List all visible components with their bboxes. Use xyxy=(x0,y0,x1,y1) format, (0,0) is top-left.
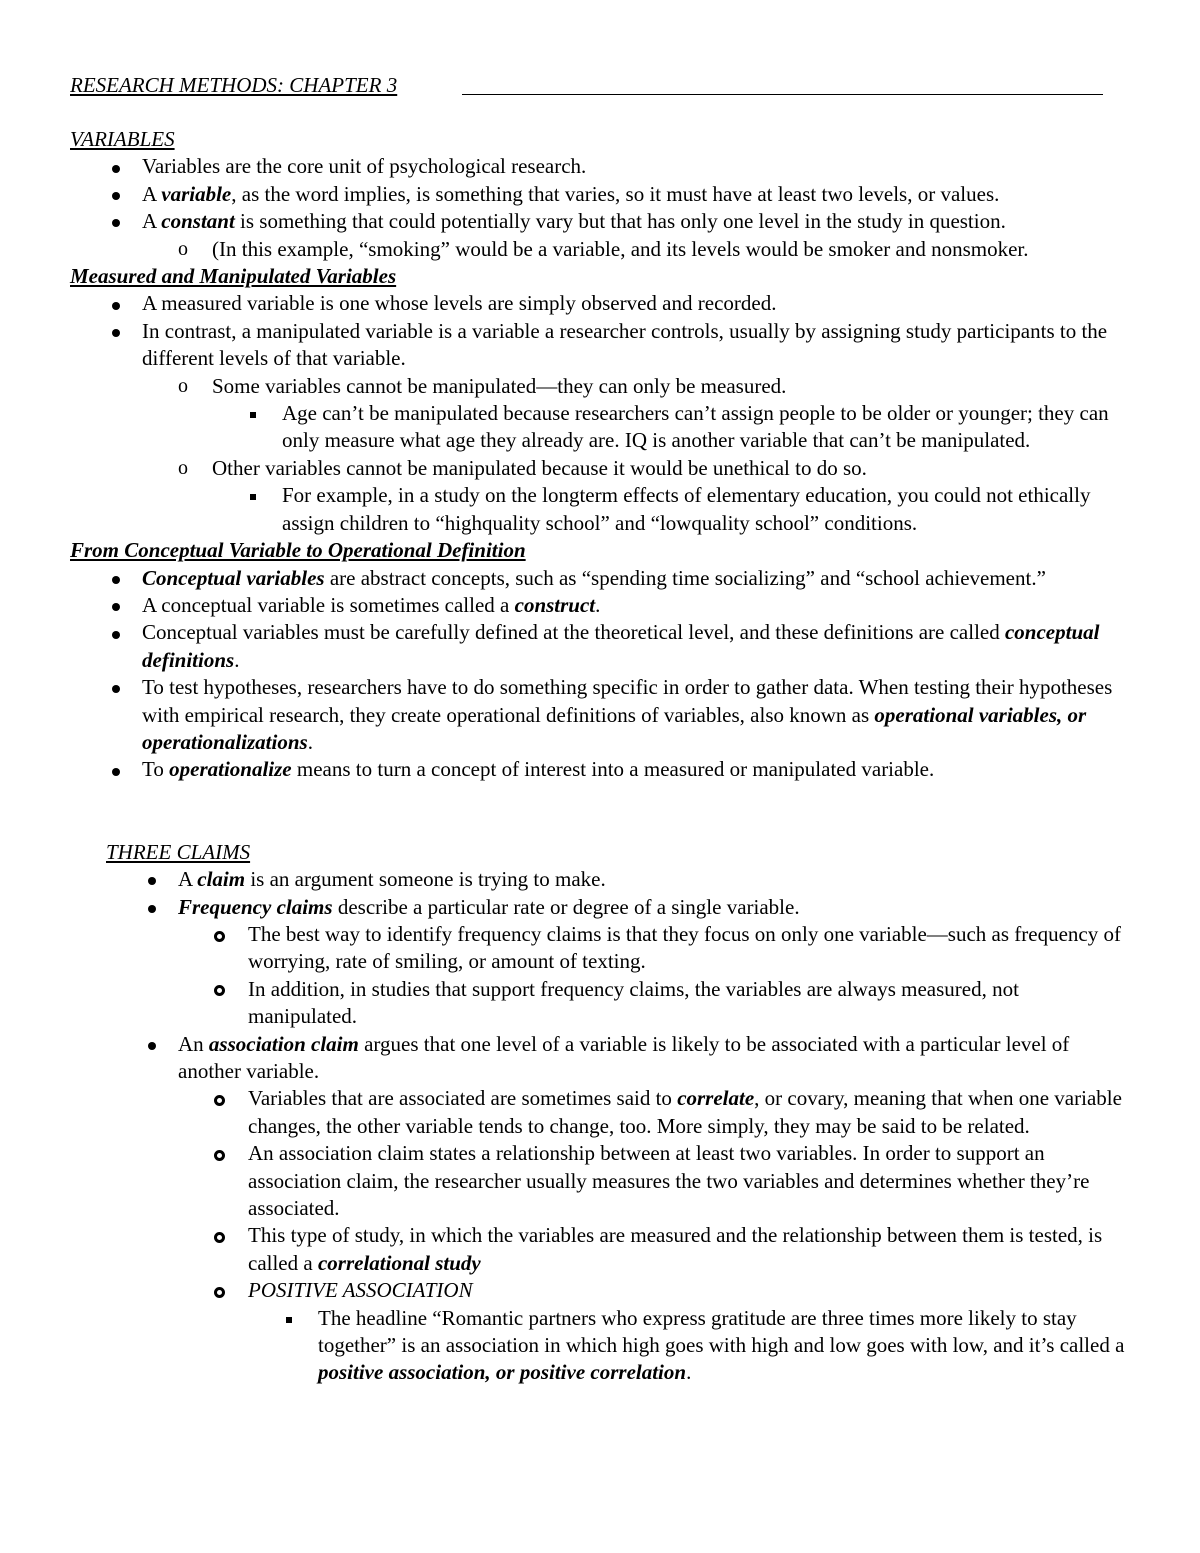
bullet-icon xyxy=(112,318,120,345)
key-term: variable xyxy=(161,181,232,206)
list-item-text: . xyxy=(595,592,601,617)
list-item xyxy=(106,1222,1130,1277)
section-heading-variables: VARIABLES xyxy=(70,127,175,151)
list-item-text: , as the word implies, is something that varies, so it must have at least two levels, or values. xyxy=(231,181,1000,206)
list-item xyxy=(70,318,1130,373)
measured-list xyxy=(70,290,1130,372)
list-item xyxy=(70,455,1130,482)
list-item-text: Some variables cannot be manipulated—they can only be measured. xyxy=(212,373,787,398)
measured-sublist xyxy=(70,455,1130,482)
list-item-text: . xyxy=(234,647,240,672)
list-item-text: The headline “Romantic partners who express gratitude are three times more likely to stay together” is an association in which high goes with high and low goes with low, and it’s called a xyxy=(318,1305,1125,1358)
claims-sublist xyxy=(106,921,1130,1031)
variables-sublist xyxy=(70,236,1130,263)
section-heading-conceptual-operational: From Conceptual Variable to Operational Definition xyxy=(70,538,526,563)
hollow-bullet-icon: o xyxy=(178,237,188,260)
key-term: operational variables, or operationalizations xyxy=(142,702,1087,754)
list-item-text: argues that one level of a variable is likely to be associated with a particular level of another variable. xyxy=(178,1031,1070,1083)
claims-list xyxy=(106,1031,1130,1086)
bullet-icon xyxy=(112,674,120,701)
hollow-bullet-icon xyxy=(214,1140,225,1167)
key-term: conceptual definitions xyxy=(142,620,1100,672)
list-item-text: An xyxy=(178,1031,209,1056)
key-term: Conceptual variables xyxy=(142,565,325,590)
list-item-text: are abstract concepts, such as “spending time socializing” and “school achievement.” xyxy=(324,565,1046,590)
list-item-text: A xyxy=(142,181,162,206)
hollow-bullet-icon xyxy=(214,921,225,948)
list-item-text: . xyxy=(307,729,313,754)
list-item-text: To test hypotheses, researchers have to do something specific in order to gather data. When testing their hypotheses with empirical research, they create operational definitions of variables, also known as xyxy=(142,675,1113,727)
claims-list xyxy=(106,866,1130,921)
section-spacer xyxy=(70,784,1130,839)
list-item xyxy=(106,1140,1130,1222)
list-item xyxy=(70,400,1130,455)
list-item xyxy=(70,674,1130,756)
list-item-text: Conceptual variables must be carefully defined at the theoretical level, and these definitions are called xyxy=(142,620,1005,645)
list-item-text: For example, in a study on the longterm effects of elementary education, you could not ethically assign children to “highquality school” and “lowquality school” conditions. xyxy=(282,483,1091,535)
bullet-icon xyxy=(112,208,120,235)
claims-subsublist xyxy=(106,1305,1130,1387)
list-item xyxy=(106,1305,1130,1387)
hollow-bullet-icon xyxy=(214,1277,225,1304)
list-item xyxy=(106,1277,1130,1304)
key-term: correlational study xyxy=(317,1250,481,1275)
list-item-text: The best way to identify frequency claims is that they focus on only one variable—such as frequency of worrying, rate of smiling, or amount of texting. xyxy=(248,921,1121,974)
list-item xyxy=(70,181,1130,208)
bullet-icon xyxy=(112,619,120,646)
list-item xyxy=(70,592,1130,619)
list-item-text: Variables that are associated are sometimes said to xyxy=(248,1086,678,1111)
list-item xyxy=(70,373,1130,400)
key-term: correlate xyxy=(677,1086,755,1111)
list-item xyxy=(70,290,1130,317)
key-term: Frequency claims xyxy=(178,894,333,919)
list-item xyxy=(106,866,1130,893)
list-item-text: is an argument someone is trying to make. xyxy=(245,867,606,892)
list-item xyxy=(106,976,1130,1031)
key-term: constant xyxy=(161,209,235,234)
hollow-bullet-icon: o xyxy=(178,456,188,479)
section-heading-three-claims: THREE CLAIMS xyxy=(106,839,251,864)
list-item xyxy=(106,1085,1130,1140)
key-term: construct xyxy=(514,592,596,617)
list-item-text: , or covary, meaning that when one variable changes, the other variable tends to change, too. More simply, they may be said to be related. xyxy=(248,1086,1122,1138)
list-item xyxy=(70,756,1130,783)
list-item-text: is something that could potentially vary but that has only one level in the study in question. xyxy=(234,209,1006,234)
list-item-text: means to turn a concept of interest into a measured or manipulated variable. xyxy=(291,757,935,782)
measured-subsublist xyxy=(70,400,1130,455)
bullet-icon xyxy=(112,181,120,208)
list-item-text: A conceptual variable is sometimes called a xyxy=(142,592,515,617)
list-item-text: In contrast, a manipulated variable is a variable a researcher controls, usually by assigning study participants to the different levels of that variable. xyxy=(142,318,1108,371)
hollow-bullet-icon: o xyxy=(178,374,188,397)
square-bullet-icon xyxy=(286,1305,292,1332)
list-item xyxy=(70,153,1130,180)
conceptual-list xyxy=(70,565,1130,784)
list-item xyxy=(70,482,1130,537)
list-item-text: A xyxy=(142,209,162,234)
variables-list xyxy=(70,153,1130,235)
title-underline-rule xyxy=(462,94,1103,95)
bullet-icon xyxy=(112,153,120,180)
hollow-bullet-icon xyxy=(214,1222,225,1249)
hollow-bullet-icon xyxy=(214,1085,225,1112)
hollow-bullet-icon xyxy=(214,976,225,1003)
list-item-text: A measured variable is one whose levels are simply observed and recorded. xyxy=(142,291,777,316)
measured-sublist xyxy=(70,373,1130,400)
list-item-text: Age can’t be manipulated because researchers can’t assign people to be older or younger; they can only measure what age they already are. IQ is another variable that can’t be manipulated. xyxy=(282,401,1109,453)
list-item-text: An association claim states a relationship between at least two variables. In order to support an association claim, the researcher usually measures the two variables and determines whether they’re associated. xyxy=(248,1141,1090,1221)
list-item-text: Other variables cannot be manipulated because it would be unethical to do so. xyxy=(212,455,867,480)
list-item-text: A xyxy=(178,867,198,892)
list-item-text: In addition, in studies that support frequency claims, the variables are always measured, not manipulated. xyxy=(248,976,1019,1029)
bullet-icon xyxy=(148,894,156,921)
document-body xyxy=(70,126,1130,1387)
list-item xyxy=(70,565,1130,592)
measured-subsublist xyxy=(70,482,1130,537)
key-term: positive association, or positive correlation xyxy=(318,1360,687,1385)
square-bullet-icon xyxy=(250,482,256,509)
list-item-text: describe a particular rate or degree of a single variable. xyxy=(332,894,800,919)
list-item xyxy=(70,208,1130,235)
key-term: claim xyxy=(197,867,246,892)
key-term: association claim xyxy=(208,1031,359,1056)
list-item-text: This type of study, in which the variables are measured and the relationship between them is tested, is called a xyxy=(248,1223,1103,1275)
list-item xyxy=(106,1031,1130,1086)
claims-sublist xyxy=(106,1085,1130,1304)
list-item-text: . xyxy=(686,1360,692,1385)
bullet-icon xyxy=(148,1031,156,1058)
claims-block xyxy=(70,839,1130,1387)
bullet-icon xyxy=(112,290,120,317)
subheading-positive-association: POSITIVE ASSOCIATION xyxy=(248,1278,473,1303)
bullet-icon xyxy=(112,565,120,592)
list-item-text: (In this example, “smoking” would be a variable, and its levels would be smoker and nonsmoker. xyxy=(212,236,1029,261)
list-item-text: To xyxy=(142,757,170,782)
list-item xyxy=(70,236,1130,263)
list-item-text: Variables are the core unit of psychological research. xyxy=(142,154,587,179)
bullet-icon xyxy=(112,756,120,783)
section-heading-measured-manipulated: Measured and Manipulated Variables xyxy=(70,264,397,289)
square-bullet-icon xyxy=(250,400,256,427)
bullet-icon xyxy=(112,592,120,619)
document-title: RESEARCH METHODS: CHAPTER 3 xyxy=(70,73,398,97)
list-item xyxy=(70,619,1130,674)
list-item xyxy=(106,894,1130,921)
list-item xyxy=(106,921,1130,976)
key-term: operationalize xyxy=(169,757,292,782)
bullet-icon xyxy=(148,866,156,893)
